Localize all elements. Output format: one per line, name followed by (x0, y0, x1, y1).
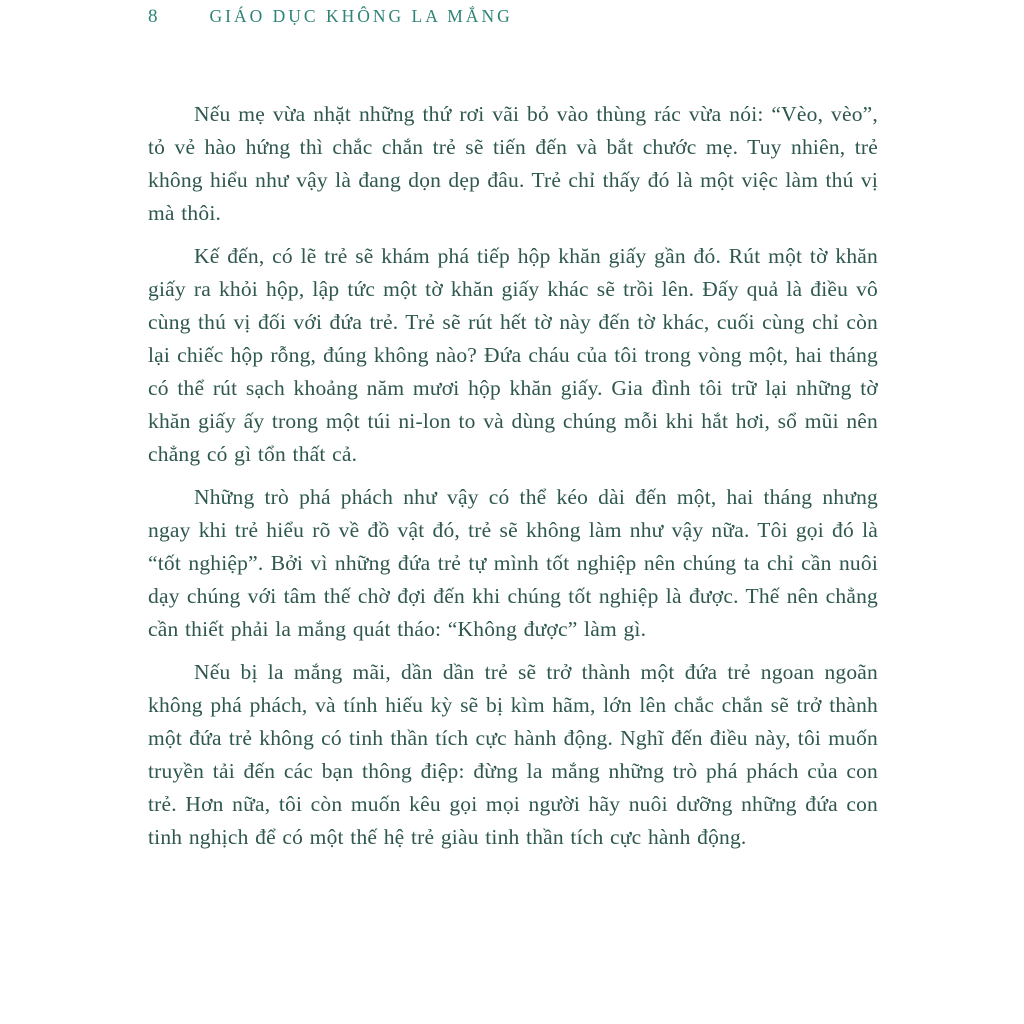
page-number: 8 (148, 6, 158, 27)
paragraph: Những trò phá phách như vậy có thể kéo dài đến một, hai tháng nhưng ngay khi trẻ hiểu rõ về đồ vật đó, trẻ sẽ không làm như vậy nữa. Tôi gọi đó là “tốt nghiệp”. Bởi vì những đứa trẻ tự mình tốt nghiệp nên chúng ta chỉ cần nuôi dạy chúng với tâm thế chờ đợi đến khi chúng tốt nghiệp là được. Thế nên chẳng cần thiết phải la mắng quát tháo: “Không được” làm gì. (148, 485, 878, 641)
page-header (148, 6, 876, 28)
body-text-block (148, 98, 878, 864)
paragraph: Kế đến, có lẽ trẻ sẽ khám phá tiếp hộp khăn giấy gần đó. Rút một tờ khăn giấy ra khỏi hộp, lập tức một tờ khăn giấy khác sẽ trồi lên. Đấy quả là điều vô cùng thú vị đối với đứa trẻ. Trẻ sẽ rút hết tờ này đến tờ khác, cuối cùng chỉ còn lại chiếc hộp rỗng, đúng không nào? Đứa cháu của tôi trong vòng một, hai tháng có thể rút sạch khoảng năm mươi hộp khăn giấy. Gia đình tôi trữ lại những tờ khăn giấy ấy trong một túi ni-lon to và dùng chúng mỗi khi hắt hơi, sổ mũi nên chẳng có gì tổn thất cả. (148, 244, 878, 466)
paragraph: Nếu bị la mắng mãi, dần dần trẻ sẽ trở thành một đứa trẻ ngoan ngoãn không phá phách, và tính hiếu kỳ sẽ bị kìm hãm, lớn lên chắc chắn sẽ trở thành một đứa trẻ không có tinh thần tích cực hành động. Nghĩ đến điều này, tôi muốn truyền tải đến các bạn thông điệp: đừng la mắng những trò phá phách của con trẻ. Hơn nữa, tôi còn muốn kêu gọi mọi người hãy nuôi dưỡng những đứa con tinh nghịch để có một thế hệ trẻ giàu tinh thần tích cực hành động. (148, 660, 878, 849)
paragraph: Nếu mẹ vừa nhặt những thứ rơi vãi bỏ vào thùng rác vừa nói: “Vèo, vèo”, tỏ vẻ hào hứng thì chắc chắn trẻ sẽ tiến đến và bắt chước mẹ. Tuy nhiên, trẻ không hiểu như vậy là đang dọn dẹp đâu. Trẻ chỉ thấy đó là một việc làm thú vị mà thôi. (148, 102, 878, 225)
running-title: GIÁO DỤC KHÔNG LA MẮNG (209, 6, 513, 26)
